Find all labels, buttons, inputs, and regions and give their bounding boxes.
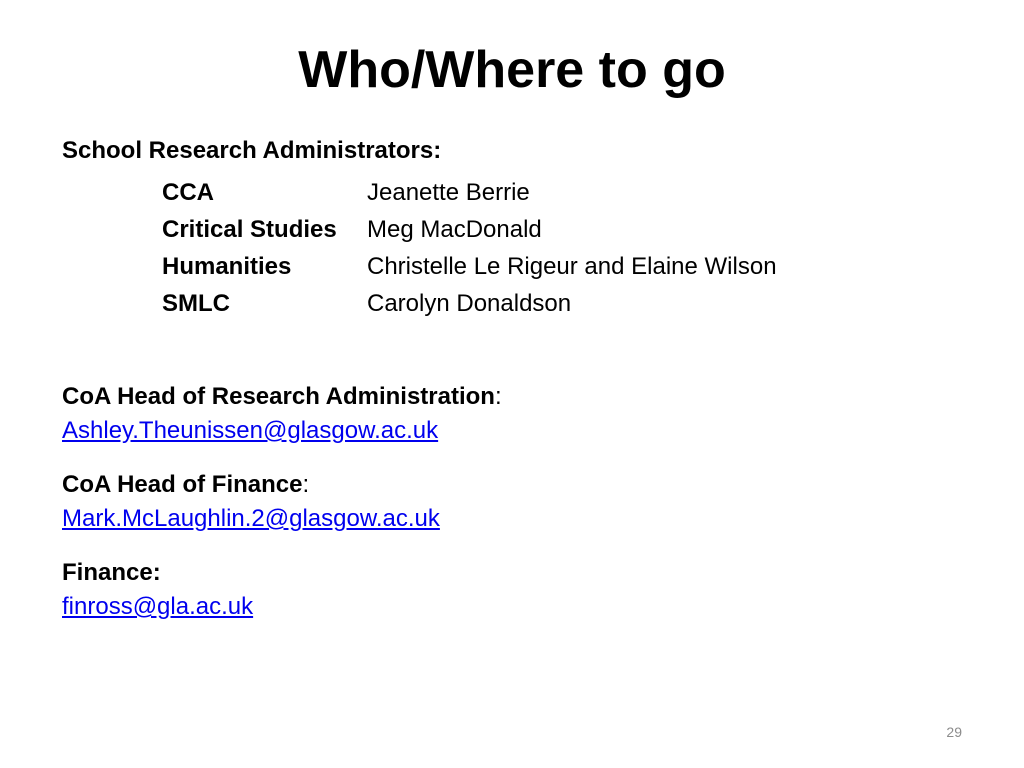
school-name: Critical Studies [162,215,337,243]
research-admin-heading-colon: : [494,383,502,410]
finance-heading [62,556,982,590]
finance-block [62,556,982,624]
school-admins-table [162,174,777,322]
admin-name: Meg MacDonald [367,215,542,243]
research-admin-email-link[interactable]: Ashley.Theunissen@glasgow.ac.uk [62,417,439,444]
slide-title: Who/Where to go [298,41,726,99]
school-name: Humanities [162,252,292,280]
finance-head-block [62,468,982,536]
finance-email-link[interactable]: finross@gla.ac.uk [62,593,254,620]
research-admin-heading [62,380,982,414]
finance-head-email-link[interactable]: Mark.McLaughlin.2@glasgow.ac.uk [62,505,440,532]
table-row [162,211,777,248]
table-row [162,285,777,322]
school-name: SMLC [162,289,230,317]
finance-heading-text: Finance: [62,559,161,586]
finance-head-heading-colon: : [302,471,310,498]
table-row [162,248,777,285]
slide-content [62,136,982,624]
finance-head-heading-text: CoA Head of Finance [62,471,303,498]
page-number: 29 [946,724,962,740]
school-admins-heading: School Research Administrators: [62,137,442,164]
research-admin-block [62,380,982,448]
admin-name: Christelle Le Rigeur and Elaine Wilson [367,252,777,280]
school-name: CCA [162,178,214,206]
admin-name: Jeanette Berrie [367,178,530,206]
table-row [162,174,777,211]
admin-name: Carolyn Donaldson [367,289,572,317]
research-admin-heading-text: CoA Head of Research Administration [62,383,495,410]
finance-head-heading [62,468,982,502]
